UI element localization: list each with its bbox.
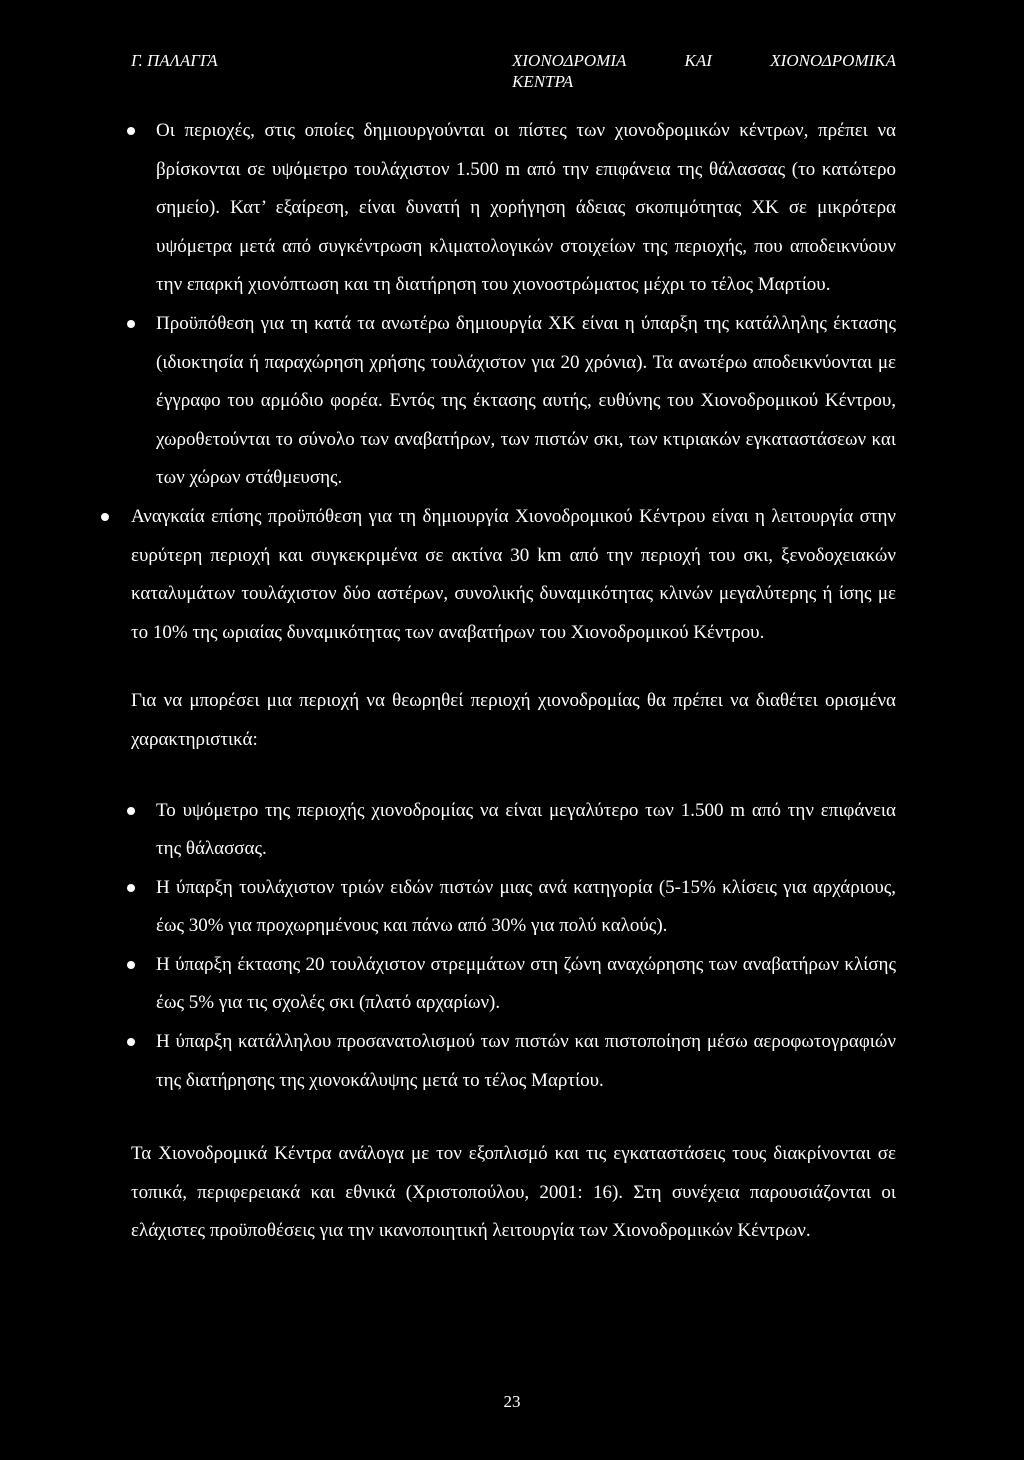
bullet-text: Η ύπαρξη τουλάχιστον τριών ειδών πιστών μιας ανά κατηγορία (5-15% κλίσεις για αρχάριους, έως 30% για προχωρημένους και πάνω από 30% για πολύ καλούς). <box>156 876 896 937</box>
bullet-dot-icon <box>101 513 109 521</box>
bullet-list-characteristics <box>131 792 896 1101</box>
bullet-dot-icon <box>127 961 135 969</box>
bullet-item <box>131 792 896 869</box>
body-text <box>131 112 896 1251</box>
page-number: 23 <box>503 1392 521 1411</box>
bullet-dot-icon <box>127 884 135 892</box>
bullet-dot-icon <box>127 320 135 328</box>
bullet-text: Αναγκαία επίσης προϋπόθεση για τη δημιουργία Χιονοδρομικού Κέντρου είναι η λειτουργία στην ευρύτερη περιοχή και συγκεκριμένα σε ακτίνα 30 km από την περιοχή του σκι, ξενοδοχειακών καταλυμάτων τουλάχιστον δύο αστέρων, συνολικής δυναμικότητας κλινών μεγαλύτερης ή ίσης με το 10% της ωριαίας δυναμικότητας των αναβατήρων του Χιονοδρομικού Κέντρου. <box>131 505 896 643</box>
bullet-item <box>131 112 896 305</box>
bullet-item <box>131 869 896 946</box>
header-title-line-2: ΚΕΝΤΡΑ <box>512 72 574 91</box>
header-author: Γ. ΠΑΛΑΓΓΑ <box>131 51 218 70</box>
running-header <box>131 50 896 96</box>
closing-paragraph: Τα Χιονοδρομικά Κέντρα ανάλογα με τον εξοπλισμό και τις εγκαταστάσεις τους διακρίνονται σε τοπικά, περιφερειακά και εθνικά (Χριστοπούλου, 2001: 16). Στη συνέχεια παρουσιάζονται οι ελάχιστες προϋποθέσεις για την ικανοποιητική λειτουργία των Χιονοδρομικών Κέντρων. <box>131 1143 896 1242</box>
intro-paragraph: Για να μπορέσει μια περιοχή να θεωρηθεί περιοχή χιονοδρομίας θα πρέπει να διαθέτει ορισμένα χαρακτηριστικά: <box>131 690 896 750</box>
bullet-list-accommodation <box>131 498 896 652</box>
bullet-item <box>131 1023 896 1100</box>
bullet-dot-icon <box>127 127 135 135</box>
bullet-text: Η ύπαρξη κατάλληλου προσανατολισμού των πιστών και πιστοποίηση μέσω αεροφωτογραφιών της διατήρησης της χιονοκάλυψης μετά το τέλος Μαρτίου. <box>156 1031 896 1091</box>
bullet-item <box>131 946 896 1023</box>
bullet-text: Οι περιοχές, στις οποίες δημιουργούνται οι πίστες των χιονοδρομικών κέντρων, πρέπει να βρίσκονται σε υψόμετρο τουλάχιστον 1.500 m από την επιφάνεια της θάλασσας (το κατώτερο σημείο). Κατ’ εξαίρεση, είναι δυνατή η χορήγηση άδειας σκοπιμότητας ΧΚ σε μικρότερα υψόμετρα μετά από συγκέντρωση κλιματολογικών στοιχείων της περιοχής, που αποδεικνύουν την επαρκή χιονόπτωση και τη διατήρηση του χιονοστρώματος μέχρι το τέλος Μαρτίου. <box>156 120 896 296</box>
bullet-item <box>131 498 896 652</box>
bullet-dot-icon <box>127 807 135 815</box>
bullet-list-requirements <box>131 112 896 498</box>
bullet-text: Το υψόμετρο της περιοχής χιονοδρομίας να είναι μεγαλύτερο των 1.500 m από την επιφάνεια της θάλασσας. <box>156 799 896 860</box>
bullet-item <box>131 305 896 498</box>
bullet-text: Προϋπόθεση για τη κατά τα ανωτέρω δημιουργία ΧΚ είναι η ύπαρξη της κατάλληλης έκτασης (ιδιοκτησία ή παραχώρηση χρήσης τουλάχιστον για 20 χρόνια). Τα ανωτέρω αποδεικνύονται με έγγραφο του αρμόδιο φορέα. Εντός της έκτασης αυτής, ευθύνης του Χιονοδρομικού Κέντρου, χωροθετούνται το σύνολο των αναβατήρων, των πιστών σκι, των κτιριακών εγκαταστάσεων και των χώρων στάθμευσης. <box>156 312 896 489</box>
bullet-dot-icon <box>127 1038 135 1046</box>
header-title-line-1: ΧΙΟΝΟΔΡΟΜΙΑ ΚΑΙ ΧΙΟΝΟΔΡΟΜΙΚΑ <box>512 51 896 70</box>
bullet-text: Η ύπαρξη έκτασης 20 τουλάχιστον στρεμμάτων στη ζώνη αναχώρησης των αναβατήρων κλίσης έως 5% για τις σχολές σκι (πλατό αρχαρίων). <box>156 953 896 1014</box>
